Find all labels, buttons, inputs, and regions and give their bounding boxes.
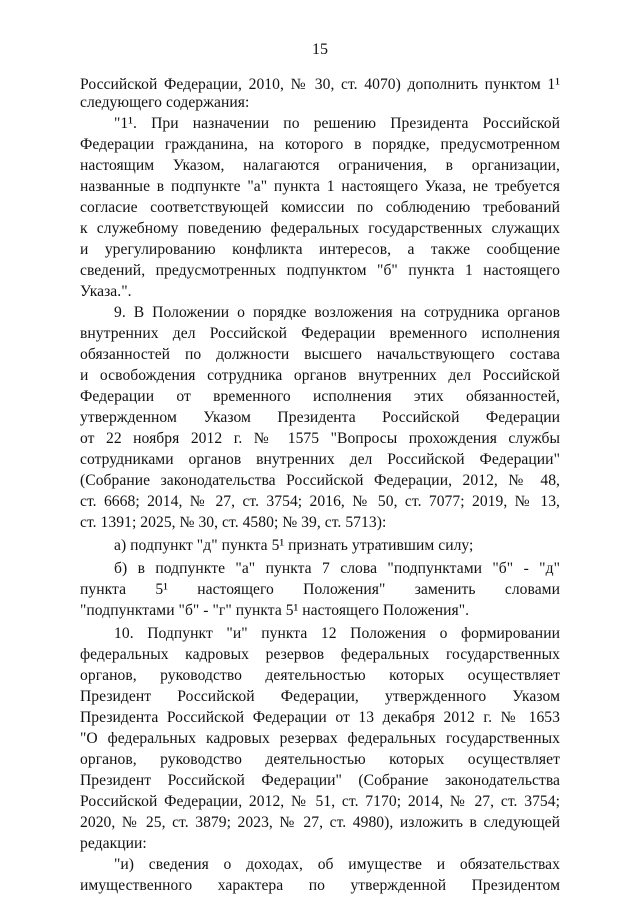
text-line: Президента Российской Федерации от 13 декабря 2012 г. № 1653 — [80, 709, 560, 726]
text-line: Федерации гражданина, на которого в порядке, предусмотренном — [80, 136, 560, 153]
text-line: и урегулированию конфликта интересов, а также сообщение — [80, 241, 560, 258]
text-line: "1¹. При назначении по решению Президента Российской — [114, 115, 560, 132]
text-line: "подпунктами "б" - "г" пункта 5¹ настоящего Положения". — [80, 602, 470, 619]
text-line: внутренних дел Российской Федерации временного исполнения — [80, 325, 560, 342]
text-line: Президент Российской Федерации, утвержденного Указом — [80, 688, 560, 705]
text-line: а) подпункт "д" пункта 5¹ признать утратившим силу; — [114, 537, 474, 554]
text-line: настоящим Указом, налагаются ограничения, в организации, — [80, 157, 560, 174]
text-line: органов, руководство деятельностью которых осуществляет — [80, 751, 560, 768]
text-line: ст. 1391; 2025, № 30, ст. 4580; № 39, ст. 5713): — [80, 514, 387, 531]
text-line: имущественного характера по утвержденной Президентом — [80, 877, 560, 894]
text-line: к служебному поведению федеральных государственных служащих — [80, 220, 560, 237]
text-line: следующего содержания: — [80, 94, 250, 111]
text-line: Российской Федерации, 2012, № 51, ст. 7170; 2014, № 27, ст. 3754; — [80, 793, 560, 810]
text-line: пункта 5¹ настоящего Положения" заменить словами — [80, 581, 560, 598]
text-line: "О федеральных кадровых резервах федеральных государственных — [80, 730, 560, 747]
text-line: 10. Подпункт "и" пункта 12 Положения о формировании — [114, 625, 560, 642]
page-number: 15 — [312, 41, 328, 58]
text-line: обязанностей по должности высшего начальствующего состава — [80, 346, 560, 363]
text-line: утвержденном Указом Президента Российской Федерации — [80, 409, 560, 426]
text-line: 9. В Положении о порядке возложения на сотрудника органов — [114, 304, 560, 321]
text-line: Федерации от временного исполнения этих обязанностей, — [80, 388, 560, 405]
text-line: (Собрание законодательства Российской Федерации, 2012, № 48, — [80, 472, 560, 489]
text-line: редакции: — [80, 835, 147, 852]
text-line: "и) сведения о доходах, об имуществе и обязательствах — [114, 856, 560, 873]
text-line: названные в подпункте "а" пункта 1 настоящего Указа, не требуется — [80, 178, 560, 195]
text-line: Указа.". — [80, 283, 132, 300]
text-line: б) в подпункте "а" пункта 7 слова "подпунктами "б" - "д" — [114, 560, 560, 577]
text-line: согласие соответствующей комиссии по соблюдению требований — [80, 199, 560, 216]
text-line: сотрудниками органов внутренних дел Российской Федерации" — [80, 451, 560, 468]
text-line: Президент Российской Федерации" (Собрание законодательства — [80, 772, 560, 789]
text-line: ст. 6668; 2014, № 27, ст. 3754; 2016, № 50, ст. 7077; 2019, № 13, — [80, 493, 560, 510]
text-line: Российской Федерации, 2010, № 30, ст. 4070) дополнить пунктом 1¹ — [80, 76, 560, 93]
text-line: органов, руководство деятельностью которых осуществляет — [80, 667, 560, 684]
text-line: федеральных кадровых резервов федеральных государственных — [80, 646, 560, 663]
text-line: 2020, № 25, ст. 3879; 2023, № 27, ст. 4980), изложить в следующей — [80, 814, 560, 831]
text-line: сведений, предусмотренных подпунктом "б" пункта 1 настоящего — [80, 262, 560, 279]
text-line: от 22 ноября 2012 г. № 1575 "Вопросы прохождения службы — [80, 430, 560, 447]
text-line: и освобождения сотрудника органов внутренних дел Российской — [80, 367, 560, 384]
